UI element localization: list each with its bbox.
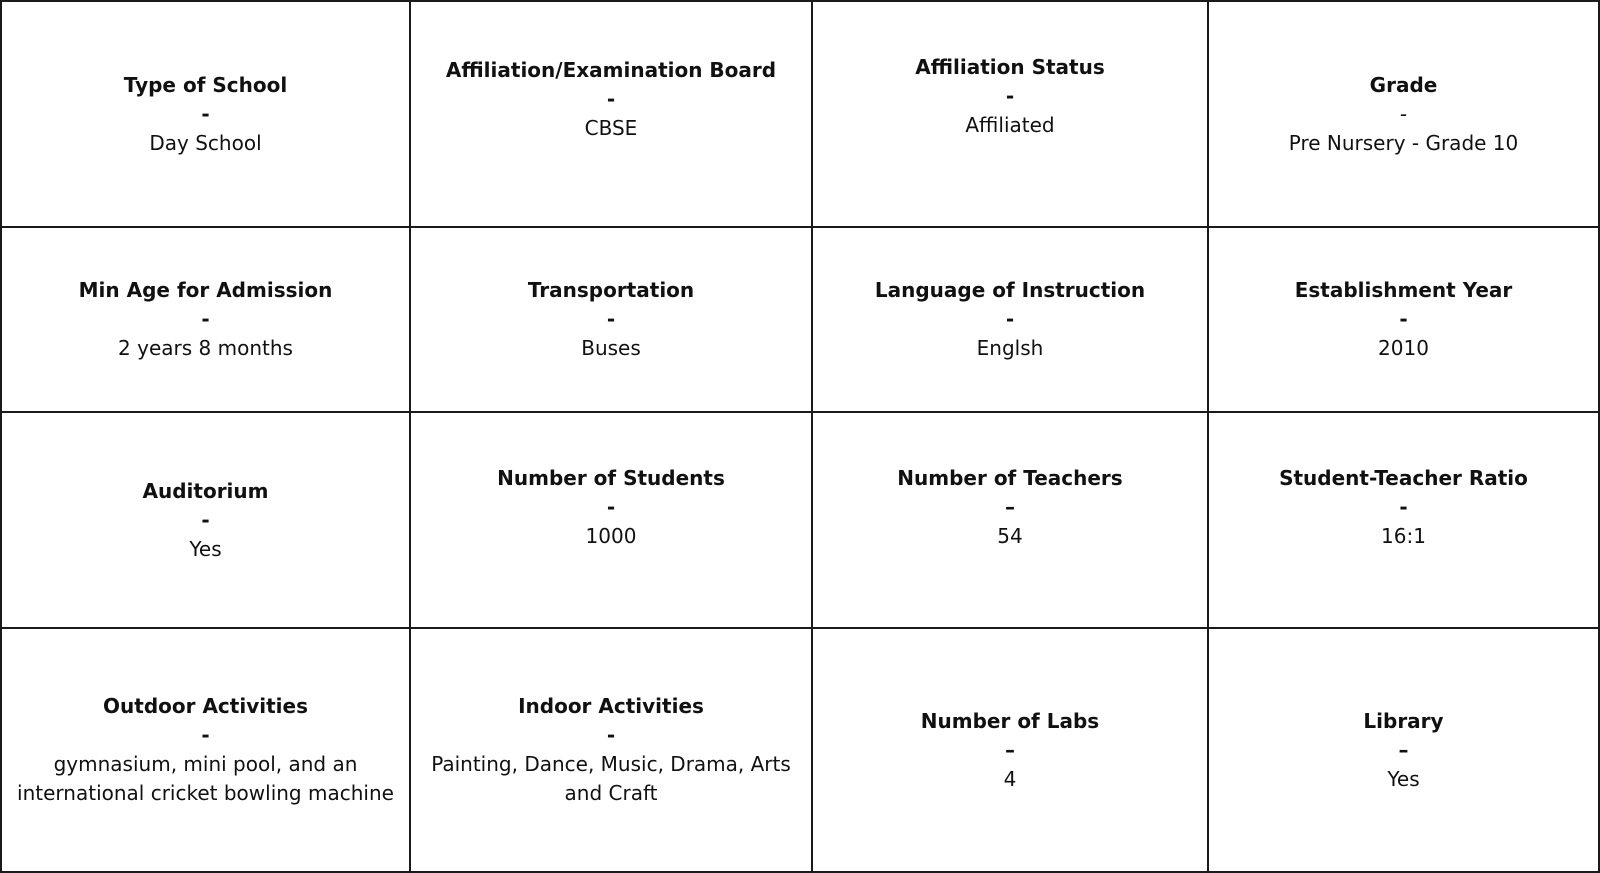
- cell-value: 16:1: [1381, 523, 1426, 548]
- cell-separator: -: [1005, 83, 1015, 108]
- cell-label: Number of Teachers: [897, 465, 1123, 490]
- cell-value: Englsh: [976, 336, 1044, 360]
- cell-separator: –: [1005, 737, 1015, 762]
- cell-grade: [1209, 2, 1598, 228]
- cell-separator: -: [1399, 307, 1408, 331]
- cell-outdoor-activities: [2, 629, 411, 871]
- cell-label: Outdoor Activities: [103, 694, 308, 718]
- cell-min-age: [2, 228, 411, 413]
- cell-type-of-school: [2, 2, 411, 228]
- cell-separator: -: [201, 507, 210, 532]
- cell-label: Establishment Year: [1294, 278, 1513, 302]
- cell-label: Grade: [1369, 72, 1438, 97]
- cell-number-of-labs: [813, 629, 1209, 871]
- cell-label: Auditorium: [142, 478, 269, 503]
- cell-transportation: [411, 228, 813, 413]
- cell-value: Buses: [581, 336, 641, 360]
- cell-affiliation-status: [813, 2, 1209, 228]
- cell-affiliation-board: [411, 2, 813, 228]
- cell-student-teacher-ratio: [1209, 413, 1598, 629]
- cell-value: 54: [997, 523, 1023, 548]
- cell-separator: -: [201, 723, 210, 747]
- cell-label: Type of School: [123, 72, 288, 97]
- cell-indoor-activities: [411, 629, 813, 871]
- cell-label: Transportation: [527, 278, 695, 302]
- cell-language: [813, 228, 1209, 413]
- cell-value: Yes: [1387, 766, 1420, 791]
- cell-value: Affiliated: [965, 112, 1055, 137]
- cell-label: Language of Instruction: [874, 278, 1146, 302]
- cell-number-of-teachers: [813, 413, 1209, 629]
- cell-label: Affiliation/Examination Board: [445, 57, 777, 82]
- cell-value: 4: [1003, 766, 1017, 791]
- cell-value: Yes: [189, 536, 222, 561]
- cell-separator: –: [1398, 737, 1409, 762]
- cell-separator: -: [606, 494, 616, 519]
- cell-separator: -: [201, 307, 210, 331]
- cell-label: Student-Teacher Ratio: [1279, 465, 1528, 490]
- cell-label: Number of Students: [497, 465, 725, 490]
- cell-separator: –: [1005, 494, 1015, 519]
- cell-value: 2 years 8 months: [118, 336, 293, 360]
- cell-label: Affiliation Status: [915, 54, 1105, 79]
- cell-value: Day School: [149, 130, 262, 155]
- cell-separator: -: [606, 723, 616, 747]
- cell-number-of-students: [411, 413, 813, 629]
- cell-separator: -: [606, 307, 616, 331]
- cell-label: Min Age for Admission: [78, 278, 333, 302]
- cell-separator: -: [606, 86, 616, 111]
- cell-value: gymnasium, mini pool, and an international cricket bowling machine: [17, 752, 394, 805]
- cell-separator: -: [1005, 307, 1015, 331]
- cell-library: [1209, 629, 1598, 871]
- cell-value: CBSE: [584, 115, 638, 140]
- cell-label: Number of Labs: [920, 708, 1100, 733]
- cell-separator: -: [201, 101, 210, 126]
- cell-value: Pre Nursery - Grade 10: [1288, 130, 1519, 155]
- cell-separator: -: [1399, 494, 1408, 519]
- cell-value: 2010: [1378, 336, 1429, 360]
- cell-value: 1000: [585, 523, 637, 548]
- cell-auditorium: [2, 413, 411, 629]
- cell-establishment-year: [1209, 228, 1598, 413]
- cell-separator: -: [1399, 101, 1408, 126]
- cell-label: Indoor Activities: [518, 694, 704, 718]
- cell-label: Library: [1363, 708, 1444, 733]
- cell-value: Painting, Dance, Music, Drama, Arts and Craft: [431, 752, 791, 805]
